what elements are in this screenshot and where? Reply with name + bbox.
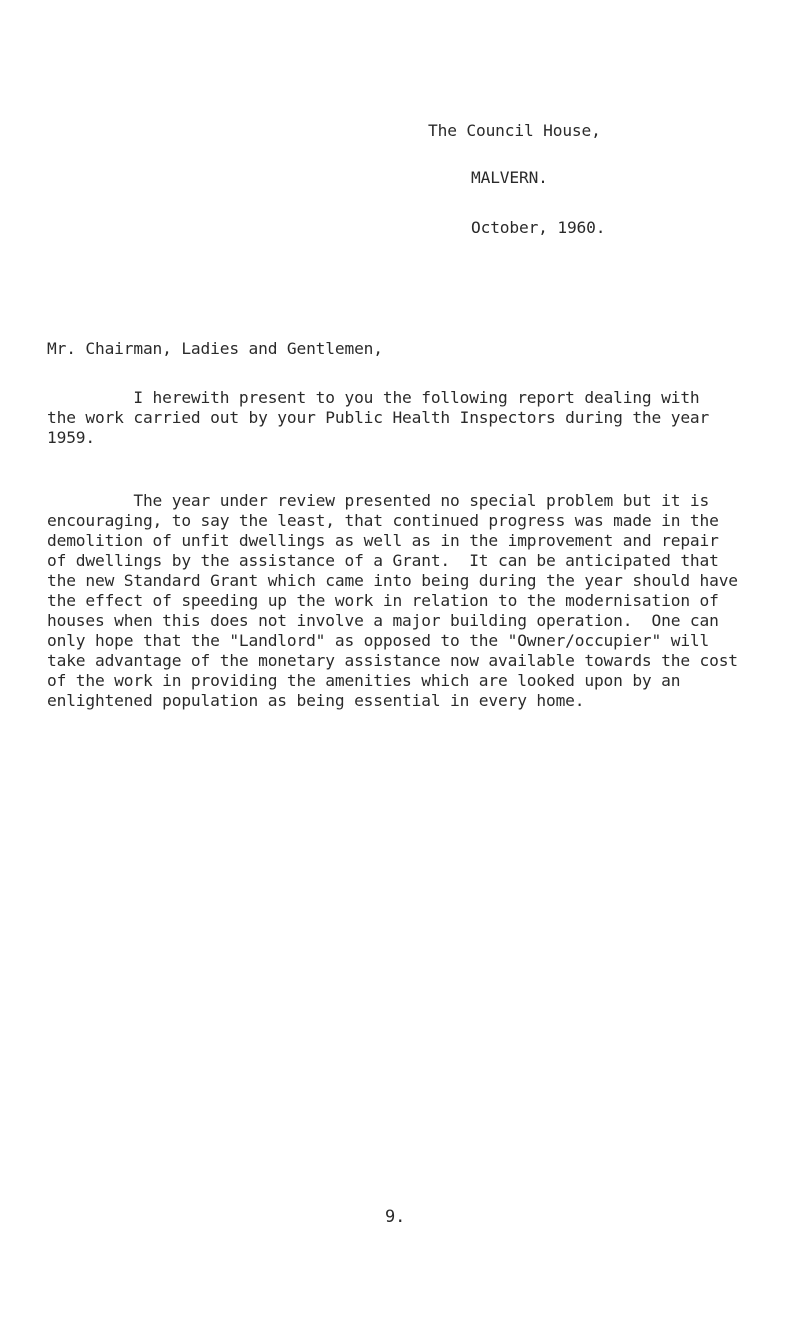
- address-line-1: The Council House,: [428, 121, 601, 140]
- salutation: Mr. Chairman, Ladies and Gentlemen,: [47, 339, 383, 358]
- letter-date: October, 1960.: [471, 218, 606, 237]
- page-number: 9.: [385, 1207, 406, 1227]
- address-line-2: MALVERN.: [471, 168, 548, 187]
- paragraph-intro: I herewith present to you the following report dealing with the work carried out by your Public Health Inspectors during the year 1959.: [47, 388, 710, 447]
- paragraph-review: The year under review presented no special problem but it is encouraging, to say the least, that continued progress was made in the demolition of unfit dwellings as well as in the improvement and repair of dwellings by the assistance of a Grant. It can be anticipated that the new Standard Grant which came into being during the year should have the effect of speeding up the work in relation to the modernisation of houses when this does not involve a major building operation. One can only hope that the "Landlord" as opposed to the "Owner/occupier" will take advantage of the monetary assistance now available towards the cost of the work in providing the amenities which are looked upon by an enlightened population as being essential in every home.: [47, 491, 738, 710]
